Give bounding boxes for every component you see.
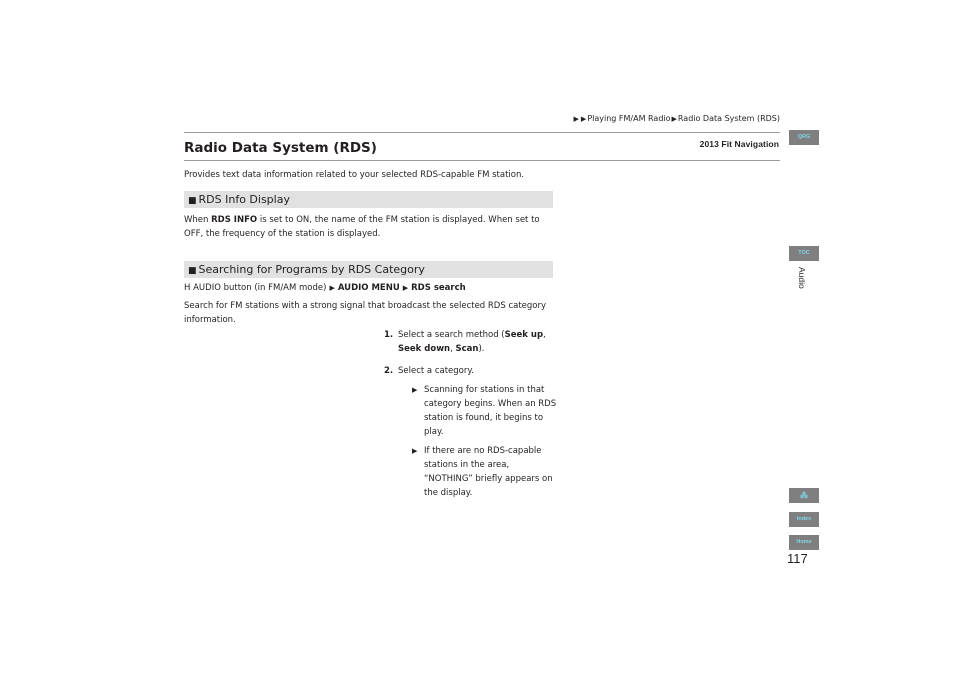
tab-index[interactable]: Index <box>789 512 819 527</box>
tab-home[interactable]: Home <box>789 535 819 550</box>
steps-list <box>384 328 559 508</box>
step-2 <box>384 364 559 500</box>
voice-command-icon: ⁂ <box>800 491 808 500</box>
text: If there are no RDS-capable stations in the area, “NOTHING” briefly appears on the display. <box>424 446 553 498</box>
triangle-right-icon: ▶ <box>329 284 335 292</box>
option-scan: Scan <box>455 344 479 354</box>
manual-title: 2013 Fit Navigation <box>699 139 779 149</box>
triangle-right-icon: ▶ <box>412 386 418 394</box>
text: Select a search method ( <box>398 330 505 340</box>
hardware-button-icon: H <box>184 283 191 293</box>
section-heading-rds-info <box>184 191 553 208</box>
breadcrumb-level2[interactable]: Radio Data System (RDS) <box>677 114 780 123</box>
tab-qrg[interactable]: QRG <box>789 130 819 145</box>
top-divider <box>184 132 780 133</box>
section-title: RDS Info Display <box>198 193 290 206</box>
triangle-right-icon: ▶ <box>580 115 587 123</box>
triangle-right-icon: ▶ <box>402 284 409 292</box>
text: ). <box>478 344 485 354</box>
step-number: 2. <box>384 366 394 376</box>
text: Scanning for stations in that category begins. When an RDS station is found, it begins to play. <box>424 385 557 437</box>
rds-search-description: Search for FM stations with a strong signal that broadcast the selected RDS category information. <box>184 301 547 325</box>
option-seek-up: Seek up <box>504 330 544 340</box>
section-heading-rds-category <box>184 261 553 278</box>
term-rds-info: RDS INFO <box>211 215 258 225</box>
breadcrumb-level1[interactable]: Playing FM/AM Radio <box>587 114 671 123</box>
text: is set to ON, the name of the FM station is displayed. When set to OFF, the frequency of the station is displayed. <box>184 215 540 239</box>
text: , <box>450 344 456 354</box>
text: , <box>543 330 546 340</box>
menu-path <box>184 283 466 293</box>
text: Select a category. <box>398 366 474 376</box>
square-bullet-icon: ■ <box>188 266 197 276</box>
step-2-result-2 <box>398 444 559 500</box>
text: When <box>184 215 212 225</box>
path-menu: AUDIO MENU <box>337 283 400 293</box>
rds-info-description <box>184 213 556 241</box>
square-bullet-icon: ■ <box>188 196 197 206</box>
step-1 <box>384 328 559 356</box>
page-title: Radio Data System (RDS) <box>184 140 377 156</box>
path-item: RDS search <box>411 283 466 293</box>
title-divider <box>184 160 780 161</box>
intro-text: Provides text data information related to your selected RDS-capable FM station. <box>184 170 525 180</box>
tab-voice[interactable] <box>789 488 819 503</box>
chapter-label: Audio <box>797 267 807 289</box>
option-seek-down: Seek down <box>398 344 451 354</box>
triangle-right-icon: ▶ <box>412 447 418 455</box>
step-number: 1. <box>384 330 394 340</box>
step-2-result-1 <box>398 383 559 439</box>
path-start: AUDIO button (in FM/AM mode) <box>193 283 327 293</box>
section-title: Searching for Programs by RDS Category <box>198 263 425 276</box>
triangle-right-icon: ▶ <box>671 115 677 123</box>
breadcrumb <box>574 114 780 123</box>
page-number: 117 <box>787 551 808 566</box>
tab-toc[interactable]: TOC <box>789 246 819 261</box>
triangle-right-icon: ▶ <box>573 115 579 123</box>
